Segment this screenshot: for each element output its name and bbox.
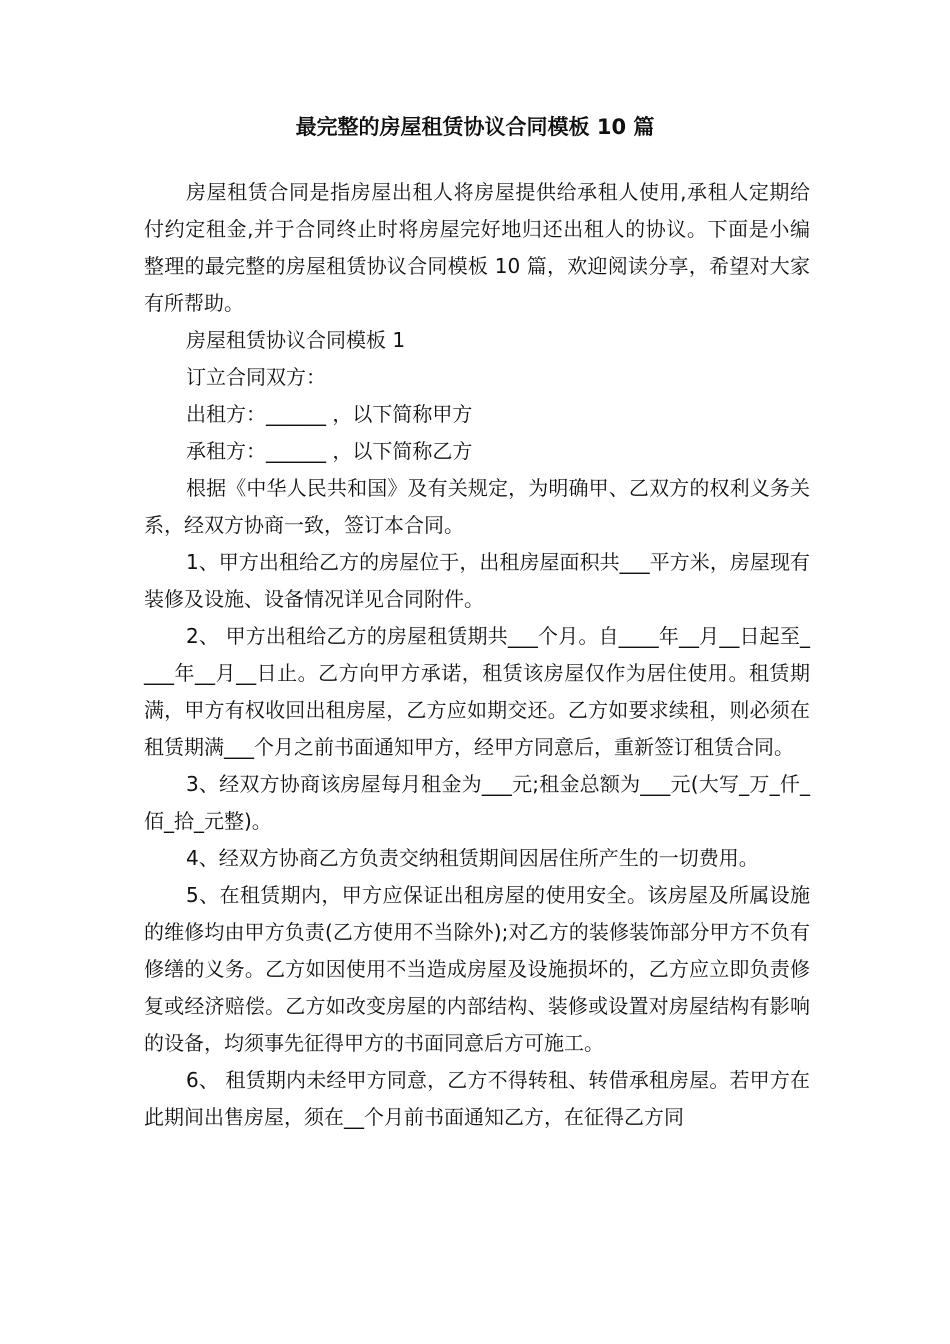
clause-3: 3、经双方协商该房屋每月租金为___元;租金总额为___元(大写_万_仟_佰_拾_元整)。 xyxy=(144,772,810,833)
paragraph-parties: 订立合同双方： xyxy=(186,365,326,389)
clause-4: 4、经双方协商乙方负责交纳租赁期间因居住所产生的一切费用。 xyxy=(186,846,759,870)
document-title: 最完整的房屋租赁协议合同模板 10 篇 xyxy=(295,115,655,139)
clause-6: 6、 租赁期内未经甲方同意，乙方不得转租、转借承租房屋。若甲方在此期间出售房屋，须在__个月前书面通知乙方，在征得乙方同 xyxy=(144,1068,810,1129)
paragraph-lessor: 出租方：______ ，以下简称甲方 xyxy=(186,402,473,426)
clause-2: 2、 甲方出租给乙方的房屋租赁期共___个月。自____年__月__日起至____年__月__日止。乙方向甲方承诺，租赁该房屋仅作为居住使用。租赁期满，甲方有权收回出租房屋，乙方应如期交还。乙方如要求续租，则必须在租赁期满___个月之前书面通知甲方，经甲方同意后，重新签订租赁合同。 xyxy=(144,624,810,759)
paragraph-template-heading: 房屋租赁协议合同模板 1 xyxy=(186,328,406,352)
clause-1: 1、甲方出租给乙方的房屋位于，出租房屋面积共___平方米，房屋现有装修及设施、设备情况详见合同附件。 xyxy=(144,550,810,611)
paragraph-basis: 根据《中华人民共和国》及有关规定，为明确甲、乙双方的权利义务关系，经双方协商一致，签订本合同。 xyxy=(144,476,810,537)
paragraph-lessee: 承租方：______ ，以下简称乙方 xyxy=(186,439,473,463)
clause-5: 5、在租赁期内，甲方应保证出租房屋的使用安全。该房屋及所属设施的维修均由甲方负责(乙方使用不当除外);对乙方的装修装饰部分甲方不负有修缮的义务。乙方如因使用不当造成房屋及设施损坏的，乙方应立即负责修复或经济赔偿。乙方如改变房屋的内部结构、装修或设置对房屋结构有影响的设备，均须事先征得甲方的书面同意后方可施工。 xyxy=(144,883,810,1055)
document-body xyxy=(144,174,810,1136)
paragraph-intro: 房屋租赁合同是指房屋出租人将房屋提供给承租人使用,承租人定期给付约定租金,并于合同终止时将房屋完好地归还出租人的协议。下面是小编整理的最完整的房屋租赁协议合同模板 10 篇，欢迎阅读分享，希望对大家有所帮助。 xyxy=(144,180,810,315)
